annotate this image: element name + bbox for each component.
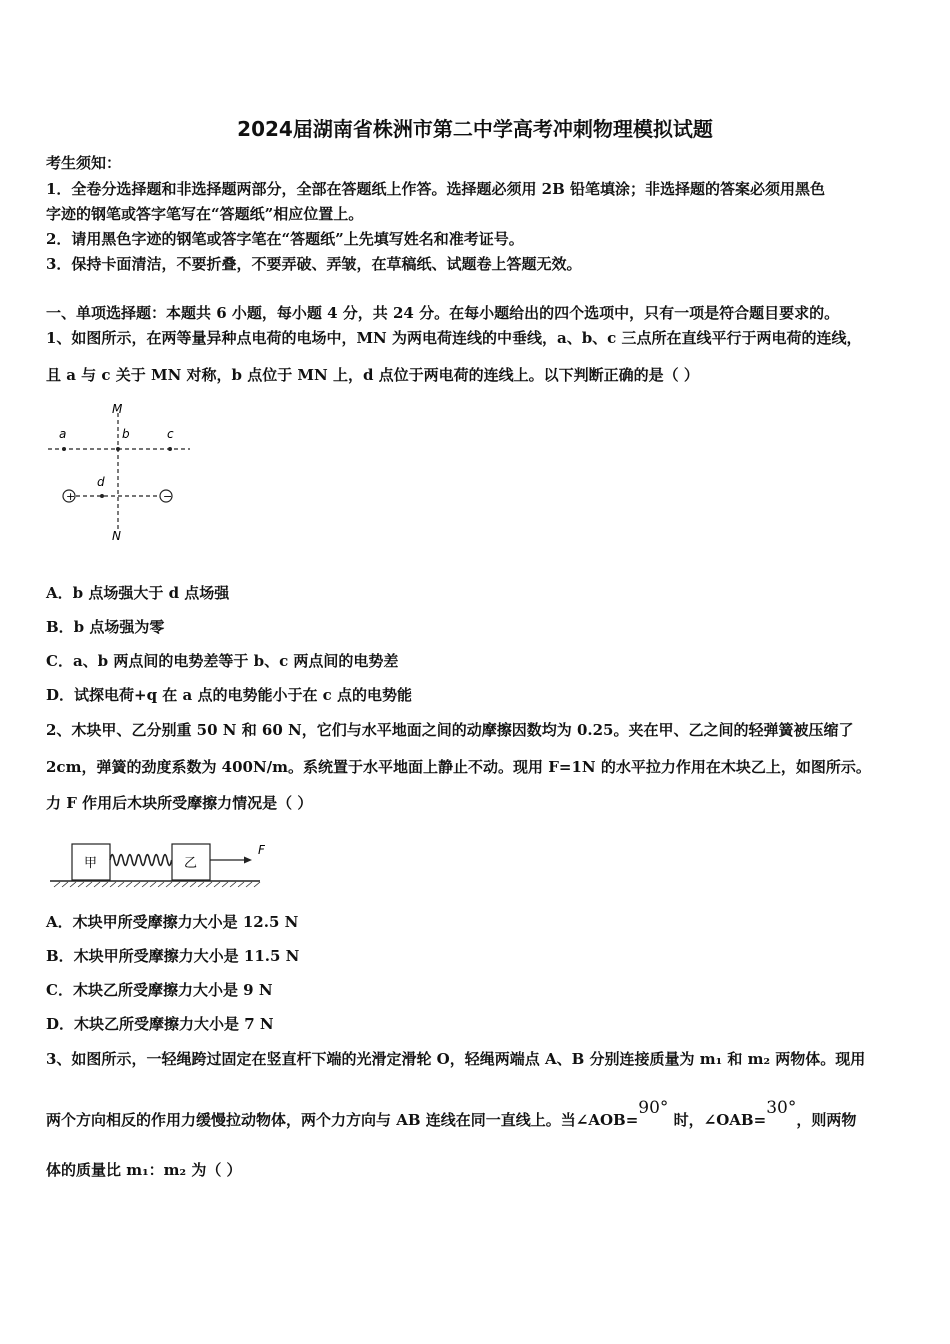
q1-option-c: C．a、b 两点间的电势差等于 b、c 两点间的电势差 <box>46 652 399 670</box>
label-c: c <box>167 427 174 441</box>
q3-stem-line3: 体的质量比 m₁：m₂ 为（ ） <box>46 1161 242 1179</box>
q2-option-d: D．木块乙所受摩擦力大小是 7 N <box>46 1015 274 1033</box>
label-jia: 甲 <box>84 856 98 871</box>
q3-line2-part3: ，则两物 <box>796 1111 857 1129</box>
notice-item-2: 2．请用黑色字迹的钢笔或答字笔在“答题纸”上先填写姓名和准考证号。 <box>46 230 524 248</box>
angle-aob-value: 90° <box>638 1098 669 1118</box>
label-yi: 乙 <box>184 856 198 871</box>
q3-line2-part1: 两个方向相反的作用力缓慢拉动物体，两个力方向与 AB 连线在同一直线上。当∠AOB= <box>46 1111 639 1129</box>
label-d: d <box>97 475 105 489</box>
q2-option-c: C．木块乙所受摩擦力大小是 9 N <box>46 981 273 999</box>
q1-stem-line1: 1、如图所示，在两等量异种点电荷的电场中，MN 为两电荷连线的中垂线，a、b、c 三点所在直线平行于两电荷的连线， <box>46 329 862 347</box>
q2-stem-line1: 2、木块甲、乙分别重 50 N 和 60 N，它们与水平地面之间的动摩擦因数均为 0.25。夹在甲、乙之间的轻弹簧被压缩了 <box>46 721 854 739</box>
notice-item-3: 3．保持卡面清洁，不要折叠，不要弄破、弄皱，在草稿纸、试题卷上答题无效。 <box>46 255 582 273</box>
label-M: M <box>112 402 123 416</box>
label-a: a <box>59 427 67 441</box>
q1-field-figure <box>44 398 204 548</box>
q1-option-b: B．b 点场强为零 <box>46 618 165 636</box>
spring <box>110 855 172 866</box>
q3-stem-line2 <box>46 1098 857 1130</box>
q2-stem-line3: 力 F 作用后木块所受摩擦力情况是（ ） <box>46 794 313 812</box>
plus-label: + <box>66 490 76 503</box>
notice-item-1b: 字迹的钢笔或答字笔写在“答题纸”相应位置上。 <box>46 205 364 223</box>
q3-stem-line1: 3、如图所示，一轻绳跨过固定在竖直杆下端的光滑定滑轮 O，轻绳两端点 A、B 分别连接质量为 m₁ 和 m₂ 两物体。现用 <box>46 1050 866 1068</box>
q2-spring-figure <box>48 838 280 892</box>
page-title: 2024届湖南省株洲市第二中学高考冲刺物理模拟试题 <box>237 117 713 141</box>
notice-heading: 考生须知： <box>46 154 122 172</box>
q2-option-b: B．木块甲所受摩擦力大小是 11.5 N <box>46 947 300 965</box>
label-N: N <box>112 529 121 543</box>
label-b: b <box>122 427 130 441</box>
point-b <box>116 447 120 451</box>
section-heading: 一、单项选择题：本题共 6 小题，每小题 4 分，共 24 分。在每小题给出的四个选项中，只有一项是符合题目要求的。 <box>46 304 840 322</box>
angle-oab-value: 30° <box>766 1098 797 1118</box>
q1-stem-line2: 且 a 与 c 关于 MN 对称，b 点位于 MN 上，d 点位于两电荷的连线上。以下判断正确的是（ ） <box>46 366 699 384</box>
q2-option-a: A．木块甲所受摩擦力大小是 12.5 N <box>46 913 299 931</box>
minus-label: − <box>163 490 173 503</box>
point-a <box>62 447 66 451</box>
point-d <box>100 494 104 498</box>
label-F: F <box>258 843 265 857</box>
q2-stem-line2: 2cm，弹簧的劲度系数为 400N/m。系统置于水平地面上静止不动。现用 F=1N 的水平拉力作用在木块乙上，如图所示。 <box>46 758 871 776</box>
point-c <box>168 447 172 451</box>
notice-item-1a: 1．全卷分选择题和非选择题两部分，全部在答题纸上作答。选择题必须用 2B 铅笔填涂；非选择题的答案必须用黑色 <box>46 180 826 198</box>
q1-option-a: A．b 点场强大于 d 点场强 <box>46 584 230 602</box>
q1-option-d: D．试探电荷+q 在 a 点的电势能小于在 c 点的电势能 <box>46 686 413 704</box>
q3-line2-part2: 时，∠OAB= <box>668 1111 767 1129</box>
